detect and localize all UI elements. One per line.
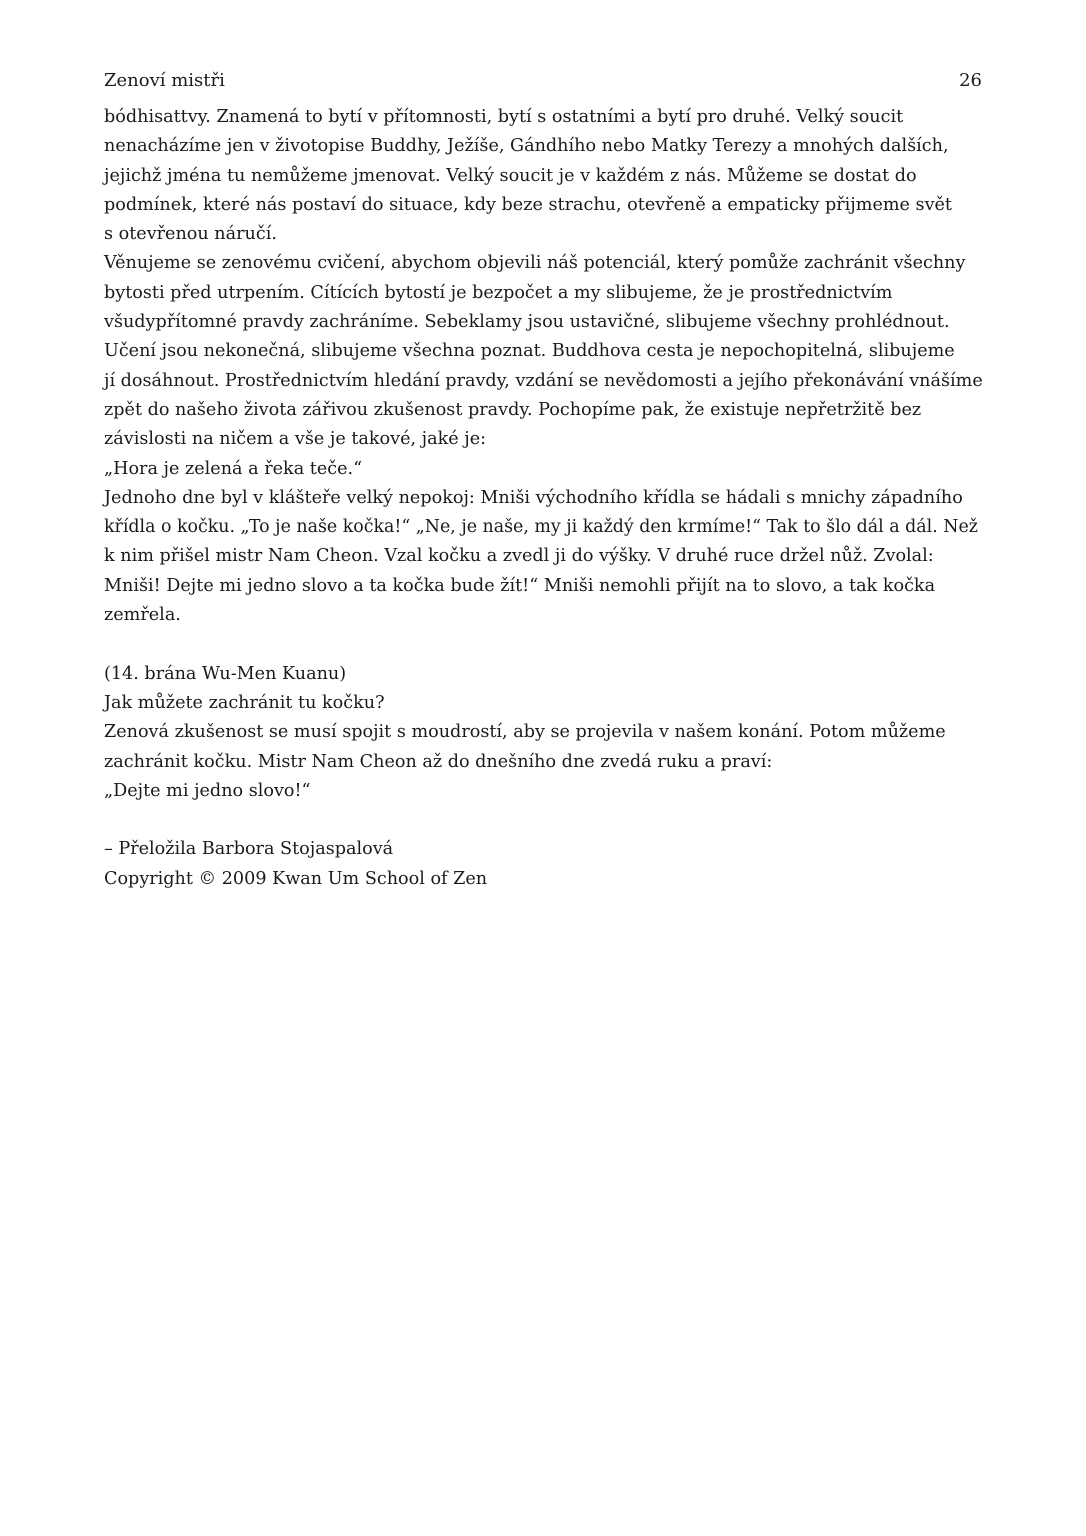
text-line: jí dosáhnout. Prostřednictvím hledání pravdy, vzdání se nevědomosti a jejího překonávání vnášíme — [104, 370, 983, 391]
body-text — [104, 103, 984, 894]
text-line: Učení jsou nekonečná, slibujeme všechna poznat. Buddhova cesta je nepochopitelná, slibujeme — [104, 341, 955, 362]
text-line: Mniši! Dejte mi jedno slovo a ta kočka bude žít!“ Mniši nemohli přijít na to slovo, a tak kočka — [104, 575, 936, 596]
paragraph-4 — [104, 718, 984, 777]
translator-credit: – Přeložila Barbora Stojaspalová — [104, 839, 394, 860]
spacer — [104, 630, 984, 659]
quote-one-word: „Dejte mi jedno slovo!“ — [104, 780, 311, 801]
text-line: Jednoho dne byl v klášteře velký nepokoj: Mniši východního křídla se hádali s mnichy západního — [104, 487, 963, 508]
paragraph-3 — [104, 484, 984, 630]
header-title: Zenoví mistři — [104, 70, 225, 91]
text-line: zachránit kočku. Mistr Nam Cheon až do dnešního dne zvedá ruku a praví: — [104, 751, 773, 772]
text-line: zemřela. — [104, 605, 181, 626]
gate-reference: (14. brána Wu-Men Kuanu) — [104, 663, 347, 684]
text-line: k nim přišel mistr Nam Cheon. Vzal kočku a zvedl ji do výšky. V druhé ruce držel nůž. Zvolal: — [104, 546, 934, 567]
text-line: podmínek, které nás postaví do situace, kdy beze strachu, otevřeně a empaticky přijmeme svět — [104, 194, 952, 215]
text-line: Zenová zkušenost se musí spojit s moudrostí, aby se projevila v našem konání. Potom můžeme — [104, 722, 946, 743]
text-line: závislosti na ničem a vše je takové, jaké je: — [104, 429, 487, 450]
text-line: křídla o kočku. „To je naše kočka!“ „Ne, je naše, my ji každý den krmíme!“ Tak to šlo dál a dál. Než — [104, 517, 978, 538]
text-line: jejichž jména tu nemůžeme jmenovat. Velký soucit je v každém z nás. Můžeme se dostat do — [104, 165, 917, 186]
spacer — [104, 806, 984, 835]
page-number: 26 — [959, 70, 982, 91]
copyright-notice: Copyright © 2009 Kwan Um School of Zen — [104, 868, 488, 889]
text-line: nenacházíme jen v životopise Buddhy, Ježíše, Gándhího nebo Matky Terezy a mnohých dalších, — [104, 136, 949, 157]
paragraph-1 — [104, 103, 984, 249]
text-line: bytosti před utrpením. Cítících bytostí je bezpočet a my slibujeme, že je prostřednictvím — [104, 282, 893, 303]
quote-mountain-river: „Hora je zelená a řeka teče.“ — [104, 458, 363, 479]
koan-question: Jak můžete zachránit tu kočku? — [104, 692, 385, 713]
text-line: Věnujeme se zenovému cvičení, abychom objevili náš potenciál, který pomůže zachránit všechny — [104, 253, 966, 274]
text-line: zpět do našeho života zářivou zkušenost pravdy. Pochopíme pak, že existuje nepřetržitě bez — [104, 399, 922, 420]
text-line: bódhisattvy. Znamená to bytí v přítomnosti, bytí s ostatními a bytí pro druhé. Velký soucit — [104, 107, 904, 127]
text-line: všudypřítomné pravdy zachráníme. Sebeklamy jsou ustavičné, slibujeme všechny prohlédnout. — [104, 312, 950, 333]
paragraph-2 — [104, 249, 984, 454]
text-line: s otevřenou náručí. — [104, 224, 277, 245]
running-header — [104, 66, 982, 96]
